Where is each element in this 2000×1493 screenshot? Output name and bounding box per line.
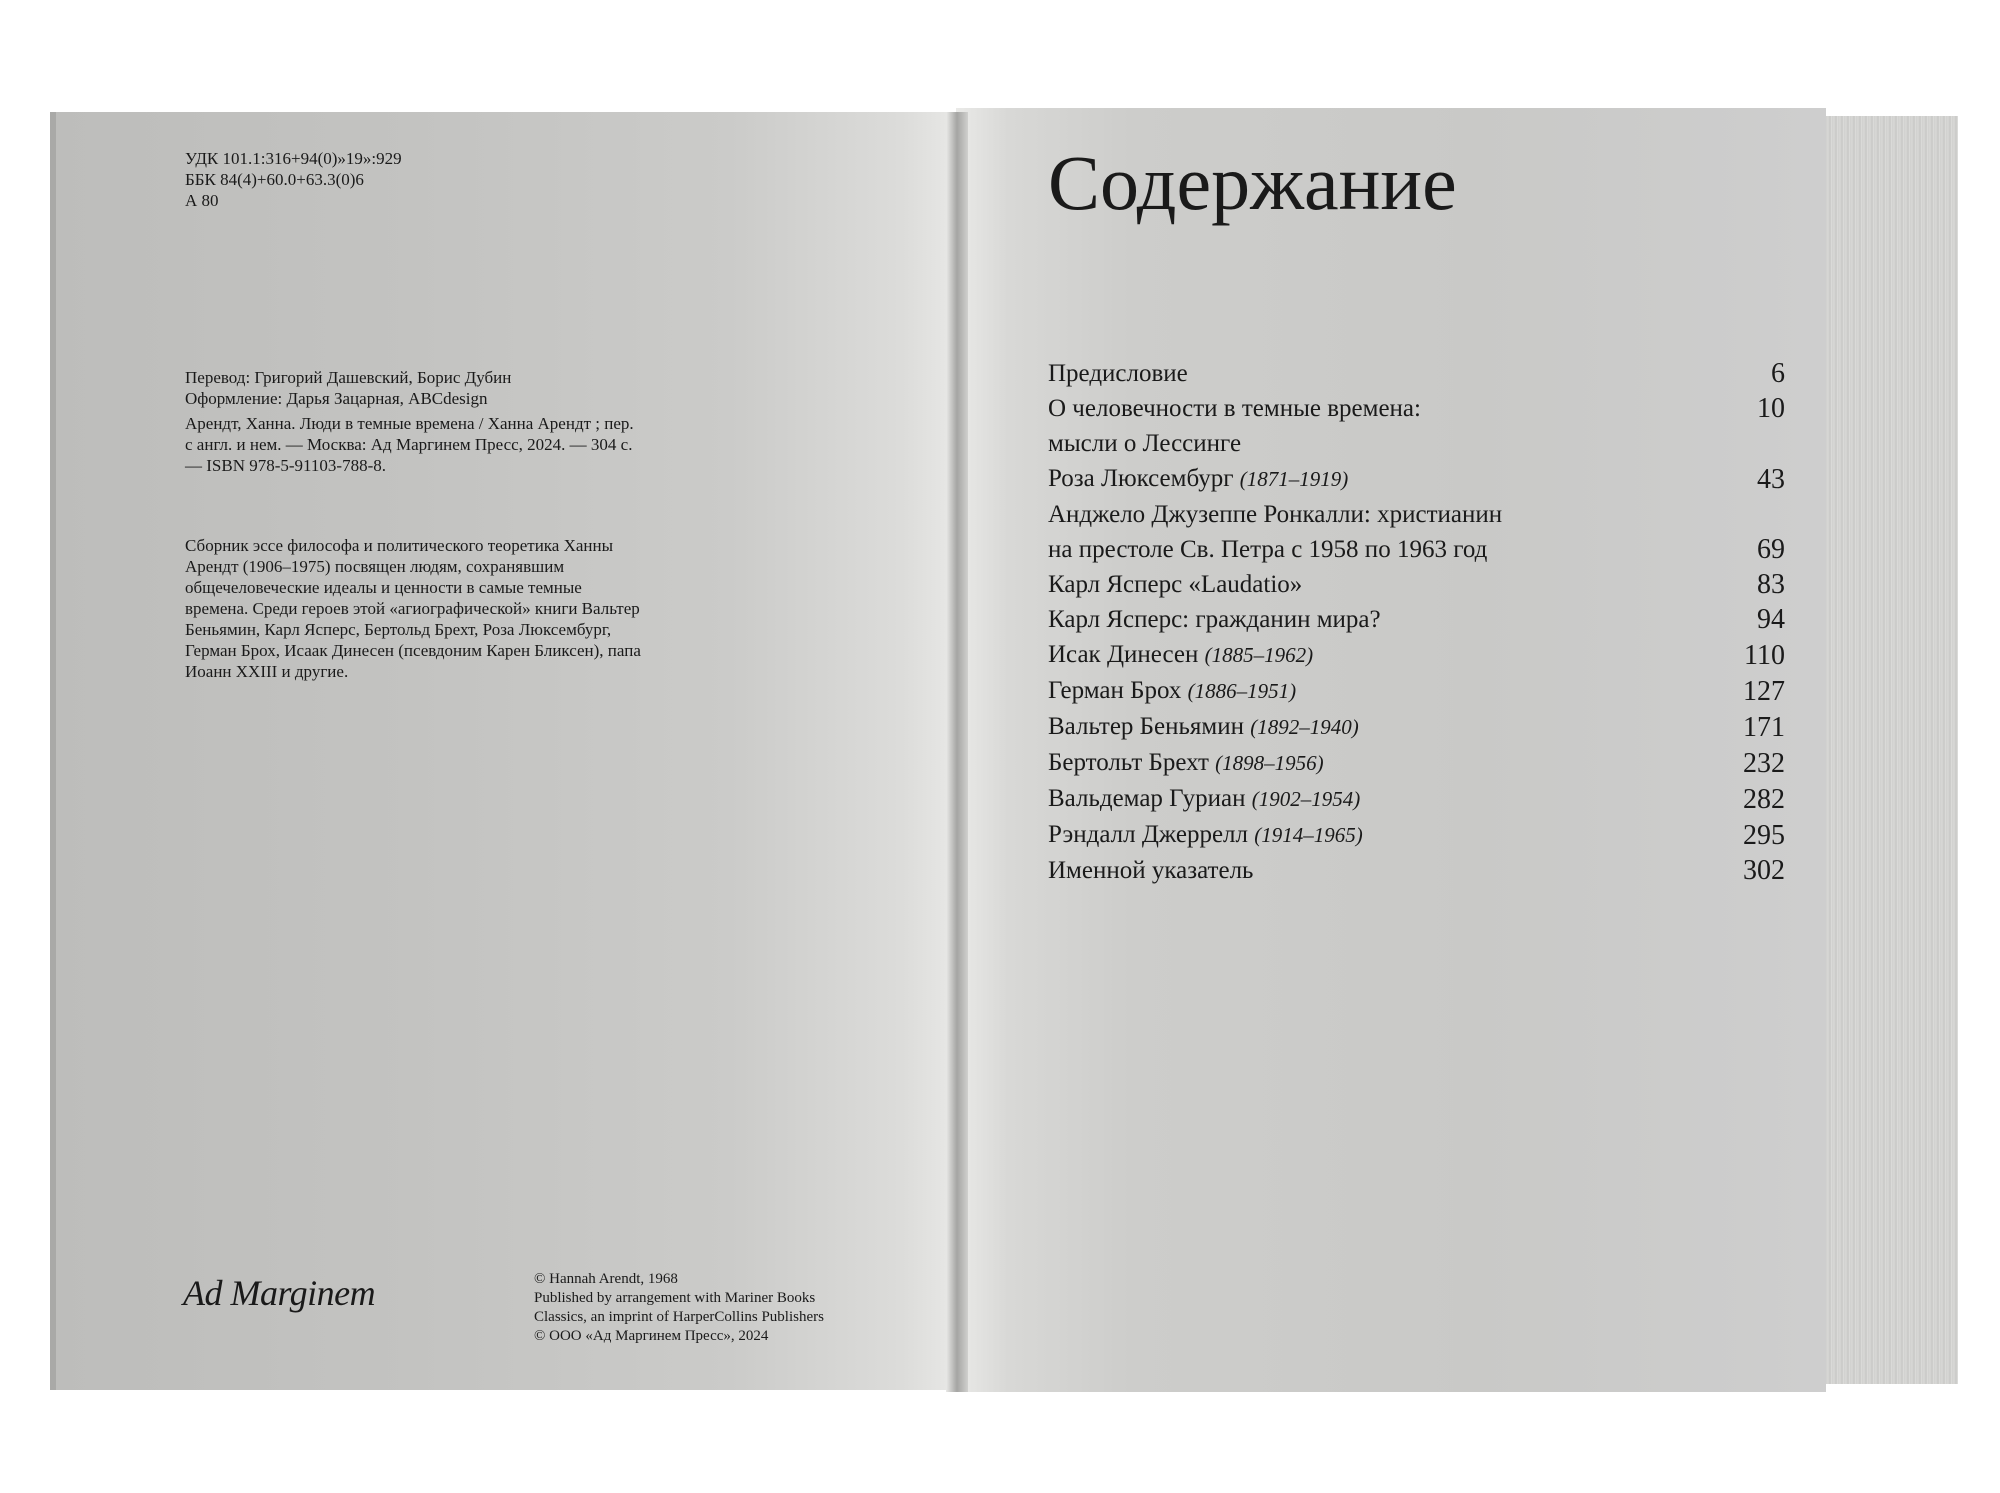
toc-entry [1048, 673, 1785, 709]
toc-entry-title: Вальдемар Гуриан (1902–1954) [1048, 785, 1361, 812]
toc-page-number: 83 [1757, 569, 1785, 600]
toc-entry [1048, 602, 1785, 637]
toc-page-number: 110 [1744, 640, 1785, 671]
copyright-line: © Hannah Arendt, 1968 [534, 1271, 678, 1287]
toc-entry [1048, 637, 1785, 673]
toc-entry [1048, 426, 1785, 461]
page-title: Содержание [1048, 139, 1457, 226]
udk-line: УДК 101.1:316+94(0)»19»:929 [185, 149, 402, 168]
toc-entry-title: О человечности в темные времена: [1048, 395, 1421, 422]
credits-block [185, 367, 511, 409]
toc-entry-title: на престоле Св. Петра с 1958 по 1963 год [1048, 536, 1488, 563]
toc-entry-years: (1885–1962) [1204, 643, 1314, 667]
udk-block [185, 148, 402, 211]
toc-entry [1048, 391, 1785, 426]
toc-entry [1048, 853, 1785, 888]
toc-entry-title: Роза Люксембург (1871–1919) [1048, 465, 1349, 492]
toc-entry-years: (1898–1956) [1215, 751, 1324, 775]
toc-page-number: 94 [1757, 604, 1785, 635]
toc-entry [1048, 497, 1785, 532]
copyright-line: © ООО «Ад Маргинем Пресс», 2024 [534, 1328, 769, 1344]
toc-entry [1048, 709, 1785, 745]
bbk-line: ББК 84(4)+60.0+63.3(0)6 [185, 170, 364, 189]
toc-entry [1048, 567, 1785, 602]
toc-page-number: 6 [1771, 358, 1785, 389]
toc-entry [1048, 461, 1785, 497]
translation-credit: Перевод: Григорий Дашевский, Борис Дубин [185, 368, 512, 387]
toc-page-number: 127 [1743, 676, 1785, 707]
toc-entry-title: Карл Ясперс: гражданин мира? [1048, 606, 1381, 633]
toc-entry-years: (1914–1965) [1254, 823, 1363, 847]
toc-entry-title: Предисловие [1048, 360, 1188, 387]
toc-entry-title: Анджело Джузеппе Ронкалли: христианин [1048, 501, 1503, 528]
copyright-block [534, 1270, 854, 1346]
toc-entry-years: (1892–1940) [1250, 715, 1359, 739]
toc-entry [1048, 532, 1785, 567]
toc-entry-title: мысли о Лессинге [1048, 430, 1242, 457]
toc-page-number: 69 [1757, 534, 1785, 565]
toc-entry-years: (1871–1919) [1239, 467, 1349, 491]
book-gutter [946, 112, 968, 1392]
page-edges [1826, 116, 1958, 1384]
toc-entry-title: Именной указатель [1048, 857, 1254, 884]
design-credit: Оформление: Дарья Зацарная, ABCdesign [185, 389, 488, 408]
annotation [185, 535, 645, 682]
table-of-contents [1048, 356, 1785, 888]
toc-entry-years: (1886–1951) [1187, 679, 1297, 703]
left-page [56, 112, 956, 1390]
catalog-text: Арендт, Ханна. Люди в темные времена / Ханна Арендт ; пер. с англ. и нем. — Москва: Ад Маргинем Пресс, 2024. — 304 с. — ISBN 978-5-91103-788-8. [185, 414, 634, 475]
toc-page-number: 302 [1743, 855, 1785, 886]
toc-entry-title: Бертольт Брехт (1898–1956) [1048, 749, 1324, 776]
toc-entry [1048, 356, 1785, 391]
publisher-logo: Ad Marginem [183, 1273, 376, 1313]
author-mark: А 80 [185, 191, 219, 210]
toc-entry-title: Вальтер Беньямин (1892–1940) [1048, 713, 1359, 740]
toc-page-number: 10 [1757, 393, 1785, 424]
annotation-text: Сборник эссе философа и политического теоретика Ханны Арендт (1906–1975) посвящен людям, сохранявшим общечеловеческие идеалы и ценности в самые темные времена. Среди героев этой «агиографической» книги Вальтер Беньямин, Карл Ясперс, Бертольд Брехт, Роза Люксембург, Герман Брох, Исаак Динесен (псевдоним Карен Бликсен), папа Иоанн XXIII и другие. [185, 536, 641, 681]
toc-page-number: 232 [1743, 748, 1785, 779]
toc-entry-title: Герман Брох (1886–1951) [1048, 677, 1297, 704]
toc-entry-title: Карл Ясперс «Laudatio» [1048, 571, 1303, 598]
toc-page-number: 295 [1743, 820, 1785, 851]
toc-page-number: 43 [1757, 464, 1785, 495]
toc-page-number: 171 [1743, 712, 1785, 743]
toc-entry [1048, 817, 1785, 853]
toc-entry-years: (1902–1954) [1251, 787, 1361, 811]
toc-entry-title: Рэндалл Джеррелл (1914–1965) [1048, 821, 1363, 848]
copyright-line: Published by arrangement with Mariner Books Classics, an imprint of HarperCollins Publishers [534, 1290, 824, 1325]
toc-entry [1048, 745, 1785, 781]
toc-entry [1048, 781, 1785, 817]
catalog-record [185, 413, 645, 476]
toc-page-number: 282 [1743, 784, 1785, 815]
toc-entry-title: Исак Динесен (1885–1962) [1048, 641, 1314, 668]
